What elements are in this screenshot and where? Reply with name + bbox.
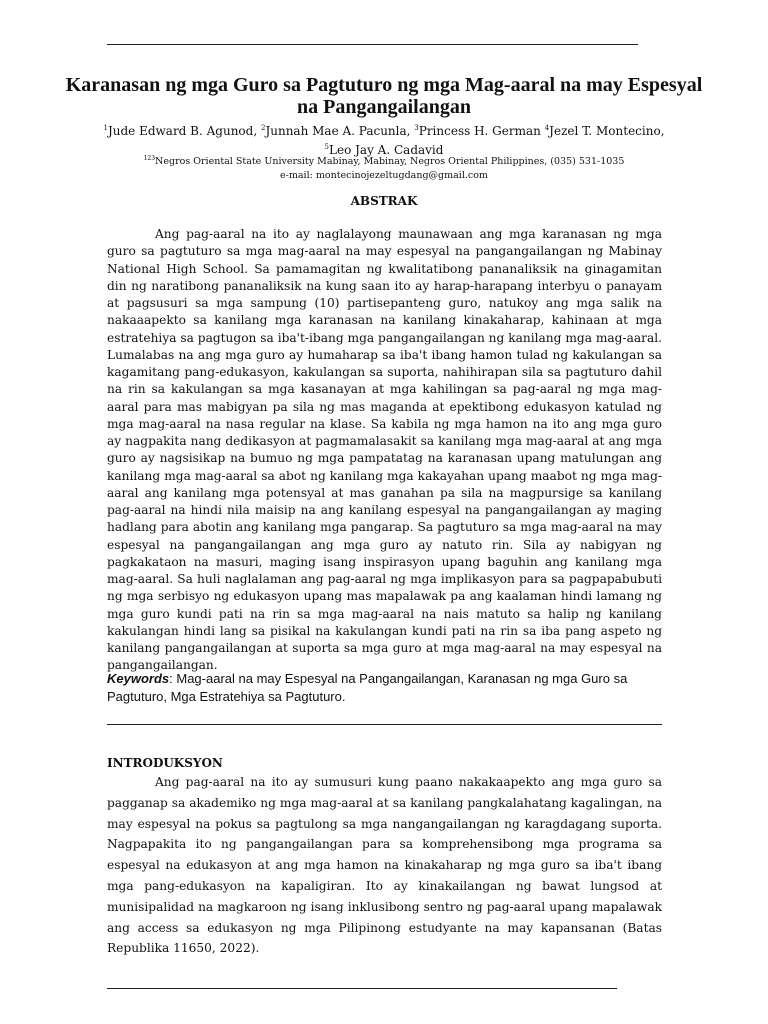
affiliation-text: Negros Oriental State University Mabinay, Mabinay, Negros Oriental Philippines, (035) 531-1035: [155, 156, 625, 168]
section-divider: [107, 724, 662, 725]
contact-email: e-mail: montecinojezeltugdang@gmail.com: [280, 170, 488, 182]
author-4: Jezel T. Montecino,: [549, 124, 665, 138]
author-3: Princess H. German: [418, 124, 545, 138]
abstract-heading: ABSTRAK: [350, 194, 418, 208]
author-1: Jude Edward B. Agunod,: [107, 124, 261, 138]
affiliation-block: [60, 152, 708, 183]
author-3-index: 3: [414, 124, 419, 132]
author-4-index: 4: [544, 124, 550, 132]
author-2-index: 2: [260, 124, 266, 132]
author-5-index: 5: [324, 143, 330, 151]
keywords-line: [107, 670, 662, 706]
author-2: Junnah Mae A. Pacunla,: [265, 124, 415, 138]
author-5: Leo Jay A. Cadavid: [329, 143, 444, 157]
bottom-rule: [107, 988, 617, 989]
keywords-label: Keywords: [107, 671, 170, 686]
top-rule: [107, 44, 638, 45]
keywords-text: : Mag-aaral na may Espesyal na Pangangailangan, Karanasan ng mga Guro sa Pagtuturo, Mga Estratehiya sa Pagtuturo.: [107, 671, 628, 704]
paper-title: Karanasan ng mga Guro sa Pagtuturo ng mga Mag-aaral na may Espesyal na Pangangailangan: [65, 74, 703, 118]
affiliation-index: 123: [143, 155, 156, 162]
author-1-index: 1: [103, 124, 108, 132]
introduction-body: Ang pag-aaral na ito ay sumusuri kung paano nakakaapekto ang mga guro sa pagganap sa akademiko ng mga mag-aaral at sa kanilang pangkalahatang kagalingan, na may espesyal na pokus sa pagtulong sa mga nangangailangan ng karagdagang suporta. Nagpapakita ito ng pangangailangan para sa komprehensibong mga programa sa espesyal na edukasyon at ang mga hamon na kinakaharap ng mga guro sa iba't ibang mga pang-edukasyon na kapaligiran. Ito ay kinakailangan ng bawat lungsod at munisipalidad na magkaroon ng isang inklusibong sentro ng pag-aaral upang mapalawak ang access sa edukasyon ng mga Pilipinong estudyante na may kapansanan (Batas Republika 11650, 2022).: [107, 775, 662, 956]
introduction-heading: INTRODUKSYON: [107, 756, 223, 770]
abstract-body: Ang pag-aaral na ito ay naglalayong maunawaan ang mga karanasan ng mga guro sa pagtuturo sa mga mag-aaral na may espesyal na pangangailangan ng Mabinay National High School. Sa pamamagitan ng kwalitatibong pananaliksik na ginagamitan din ng naratibong pananaliksik na kung saan ito ay harap-harapang interbyu o panayam at pagsusuri sa mga sampung (10) partisepanteng guro, natukoy ang mga salik na nakaaapekto sa kanilang mga karanasan na kanilang kinakaharap, kahinaan at mga estratehiya sa pagtugon sa iba't-ibang mga pangangailangan ng kanilang mga mag-aaral. Lumalabas na ang mga guro ay humaharap sa iba't ibang hamon tulad ng kakulangan sa kagamitang pang-edukasyon, kakulangan sa suporta, nahihirapan sila sa pagtuturo dahil na rin sa kakulangan sa mga kasanayan at mga kahilingan sa pag-aaral ng mga mag-aaral para mas mabigyan pa sila ng mas maganda at epektibong edukasyon katulad ng mga mag-aaral na nasa regular na klase. Sa kabila ng mga hamon na ito ang mga guro ay nagpakita nang dedikasyon at pagmamalasakit sa kanilang mga mag-aaral at ang mga guro ay nagsisikap na bumuo ng mga pampatatag na karanasan upang matulungan ang kanilang mga mag-aaral sa abot ng kanilang mga kakayahan upang maabot ng mga mag-aaral ang kanilang mga potensyal at mas ganahan pa sila na magpursige sa kanilang pag-aaral na hindi nila maisip na ang kanilang espesyal na pangangailangan ay maging hadlang para abotin ang kanilang mga pangarap. Sa pagtuturo sa mga mag-aaral na may espesyal na pangangailangan ang mga guro ay natuto rin. Sila ay nabigyan ng pagkakataon na masuri, maging isang inspirasyon upang baguhin ang kanilang mga mag-aaral. Sa huli naglalaman ang pag-aaral ng mga implikasyon para sa pagpapabubuti ng mga serbisyo ng edukasyon upang mas mapalawak pa ang kaalaman hindi lamang ng mga guro kundi pati na rin sa mga mag-aaral na nais matuto sa halip ng kanilang kakulangan hindi lang sa pisikal na kakulangan kundi pati na rin sa iba pang aspeto ng kanilang pangangailangan at suporta sa mga guro at mga mag-aaral na may espesyal na pangangailangan.: [107, 227, 662, 673]
